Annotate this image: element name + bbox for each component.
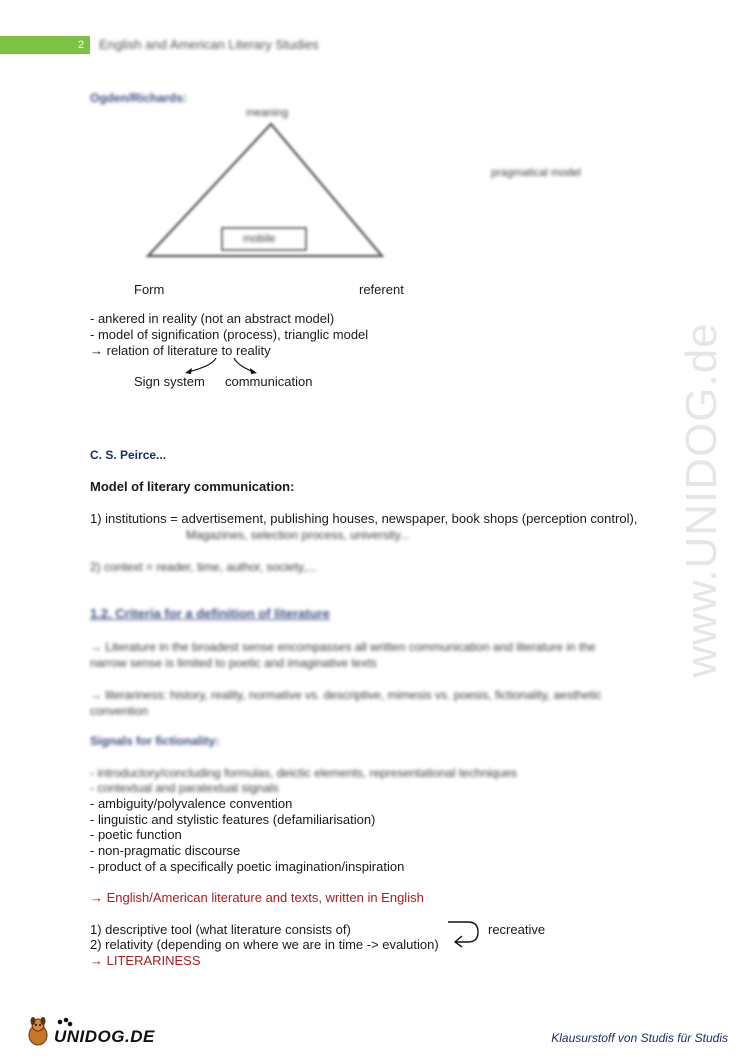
final-item-1: 1) descriptive tool (what literature consists of) xyxy=(90,922,351,937)
ogden-heading: Ogden/Richards: xyxy=(90,91,187,105)
literariness-line: → LITERARINESS xyxy=(90,953,201,968)
recreative-label: recreative xyxy=(488,922,546,937)
model-heading: Model of literary communication: xyxy=(90,479,295,494)
model-line-1b: Magazines, selection process, university... xyxy=(186,528,410,542)
bullet-line: → relation of literature to reality xyxy=(90,343,271,358)
footer-tagline: Klausurstoff von Studis für Studis xyxy=(551,1031,728,1045)
signals-item: - product of a specifically poetic imagination/inspiration xyxy=(90,859,405,874)
signals-item: - contextual and paratextual signals xyxy=(90,781,279,795)
page-header-title: English and American Literary Studies xyxy=(99,37,319,52)
model-line-1: 1) institutions = advertisement, publishing houses, newspaper, book shops (perception control), xyxy=(90,511,638,526)
criteria-para-line: → literariness: history, reality, normative vs. descriptive, mimesis vs. poesis, fictionality, aesthetic xyxy=(90,688,602,702)
triangle-right-label: referent xyxy=(359,282,404,297)
signals-item: - non-pragmatic discourse xyxy=(90,843,241,858)
criteria-para-line: → Literature in the broadest sense encompasses all written communication and literature in the xyxy=(90,640,596,654)
logo-text: UNIDOG.DE xyxy=(54,1027,155,1046)
unidog-logo xyxy=(22,1013,162,1049)
signals-item: - poetic function xyxy=(90,827,182,842)
criteria-para-line: convention xyxy=(90,704,149,718)
signals-item: - linguistic and stylistic features (defamiliarisation) xyxy=(90,812,376,827)
branch-right-label: communication xyxy=(225,374,313,389)
signals-item: - ambiguity/polyvalence convention xyxy=(90,796,293,811)
triangle-top-label: meaning xyxy=(246,107,289,119)
branch-arrows xyxy=(176,356,266,376)
criteria-heading: 1.2. Criteria for a definition of literature xyxy=(90,606,330,621)
english-literature-line: → English/American literature and texts, written in English xyxy=(90,890,424,905)
signals-heading: Signals for fictionality: xyxy=(90,734,220,748)
branch-left-label: Sign system xyxy=(134,374,205,389)
criteria-para-line: narrow sense is limited to poetic and imaginative texts xyxy=(90,656,377,670)
final-item-2: 2) relativity (depending on where we are in time -> evalution) xyxy=(90,937,439,952)
pragmatical-model-label: pragmatical model xyxy=(491,167,581,179)
cycle-arrow-icon xyxy=(444,918,484,948)
model-line-2: 2) context = reader, time, author, society,... xyxy=(90,560,317,574)
bullet-line: - model of signification (process), trianglic model xyxy=(90,327,369,342)
bullet-line: - ankered in reality (not an abstract model) xyxy=(90,311,335,326)
triangle-box-label: mobile xyxy=(243,233,276,245)
watermark: www.UNIDOG.de xyxy=(677,322,726,678)
page-number: 2 xyxy=(77,39,85,51)
signals-item: - introductory/concluding formulas, deictic elements, representational techniques xyxy=(90,766,517,780)
peirce-heading: C. S. Peirce... xyxy=(90,448,167,462)
triangle-left-label: Form xyxy=(134,282,165,297)
